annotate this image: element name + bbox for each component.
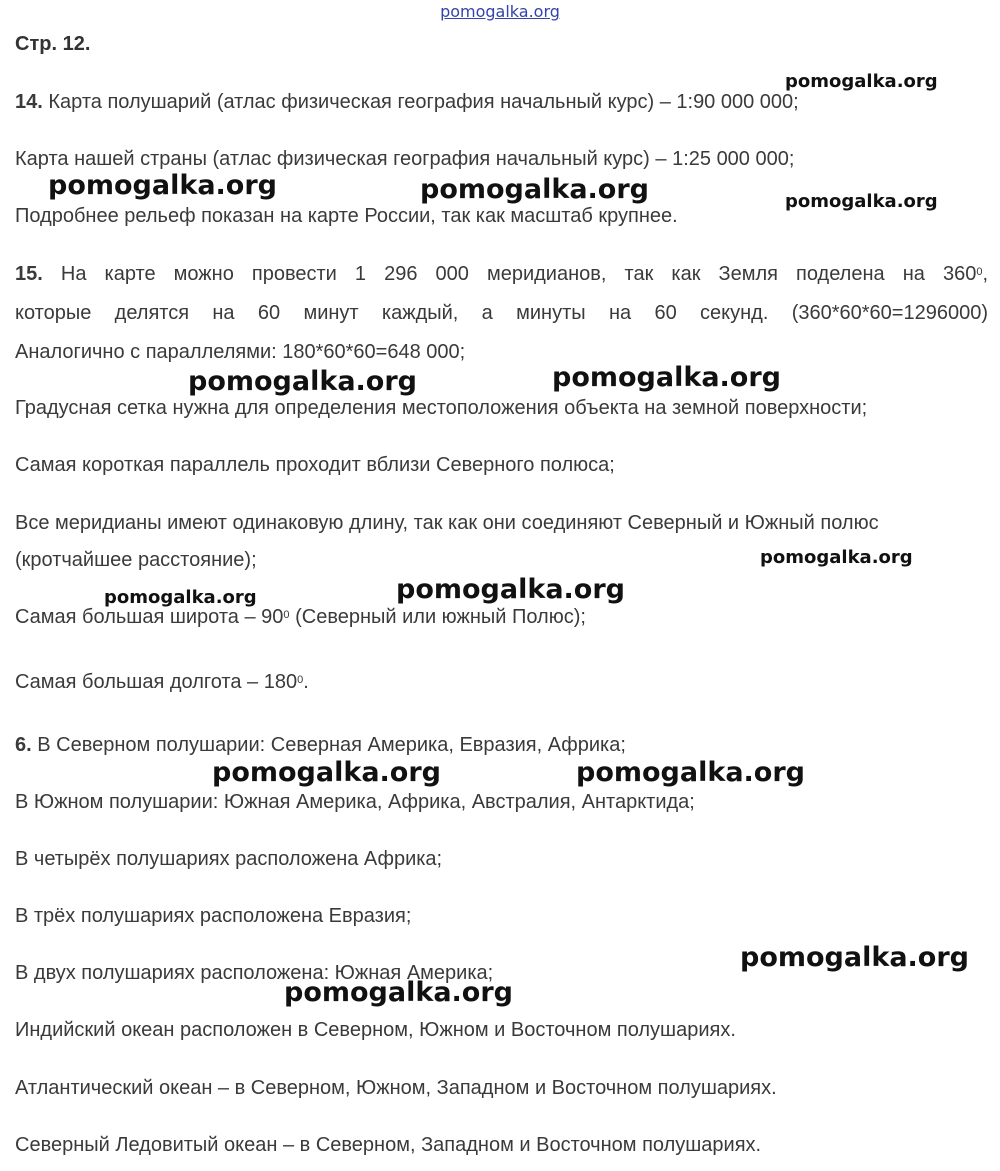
watermark: pomogalka.org (760, 547, 913, 568)
task-15-text-9-end: . (303, 671, 309, 693)
page-title: Стр. 12. (15, 33, 91, 55)
task-6-line-4: В трёх полушариях расположена Евразия; (15, 905, 412, 927)
task-6-line-6: Индийский океан расположен в Северном, Южном и Восточном полушариях. (15, 1019, 736, 1041)
watermark: pomogalka.org (576, 757, 805, 788)
task-15-line-4: Градусная сетка нужна для определения местоположения объекта на земной поверхности; (15, 397, 868, 419)
watermark: pomogalka.org (104, 587, 257, 608)
watermark: pomogalka.org (740, 942, 969, 973)
watermark: pomogalka.org (212, 757, 441, 788)
task-15-line-3: Аналогично с параллелями: 180*60*60=648 000; (15, 341, 466, 363)
task-15-text-8: Самая большая широта – 90 (15, 606, 284, 628)
task-15-text-1-end: , (982, 263, 989, 285)
task-15-line-7: (кротчайшее расстояние); (15, 549, 257, 571)
task-15-text-9: Самая большая долгота – 180 (15, 671, 298, 693)
task-6-line-7: Атлантический океан – в Северном, Южном, Западном и Восточном полушариях. (15, 1077, 777, 1099)
degree-mark: 0 (297, 674, 304, 686)
task-15-text-8-end: (Северный или южный Полюс); (289, 606, 586, 628)
task-6-line-5: В двух полушариях расположена: Южная Америка; (15, 962, 494, 984)
watermark: pomogalka.org (420, 174, 649, 205)
task-14-line-2: Карта нашей страны (атлас физическая география начальный курс) – 1:25 000 000; (15, 148, 795, 170)
task-6-line-3: В четырёх полушариях расположена Африка; (15, 848, 443, 870)
task-15-line-2: которые делятся на 60 минут каждый, а минуты на 60 секунд. (360*60*60=1296000) (15, 302, 988, 324)
watermark: pomogalka.org (396, 574, 625, 605)
watermark: pomogalka.org (785, 71, 938, 92)
task-15-text-1: На карте можно провести 1 296 000 меридианов, так как Земля поделена на 360 (60, 263, 977, 285)
watermark: pomogalka.org (552, 362, 781, 393)
degree-mark: 0 (976, 266, 983, 278)
task-15-number: 15. (15, 263, 43, 285)
task-14-number: 14. (15, 91, 43, 113)
task-15-line-1 (15, 262, 988, 286)
task-15-line-8 (15, 605, 586, 629)
task-15-line-6: Все меридианы имеют одинаковую длину, так как они соединяют Северный и Южный полюс (15, 512, 879, 534)
watermark: pomogalka.org (48, 170, 277, 201)
task-14-line-3: Подробнее рельеф показан на карте России, так как масштаб крупнее. (15, 205, 678, 227)
task-15-line-9 (15, 670, 309, 694)
watermark: pomogalka.org (284, 977, 513, 1008)
watermark: pomogalka.org (785, 191, 938, 212)
task-6-line-2: В Южном полушарии: Южная Америка, Африка, Австралия, Антарктида; (15, 791, 695, 813)
task-15-line-5: Самая короткая параллель проходит вблизи Северного полюса; (15, 454, 615, 476)
task-6-text-1: В Северном полушарии: Северная Америка, Евразия, Африка; (37, 734, 626, 756)
task-14-text-1: Карта полушарий (атлас физическая география начальный курс) – 1:90 000 000; (48, 91, 799, 113)
task-6-number: 6. (15, 734, 32, 756)
task-6-line-1 (15, 733, 626, 757)
top-site-link[interactable]: pomogalka.org (440, 2, 560, 21)
task-14-line-1 (15, 90, 799, 114)
degree-mark: 0 (283, 609, 290, 621)
watermark: pomogalka.org (188, 366, 417, 397)
task-6-line-8: Северный Ледовитый океан – в Северном, Западном и Восточном полушариях. (15, 1134, 762, 1156)
